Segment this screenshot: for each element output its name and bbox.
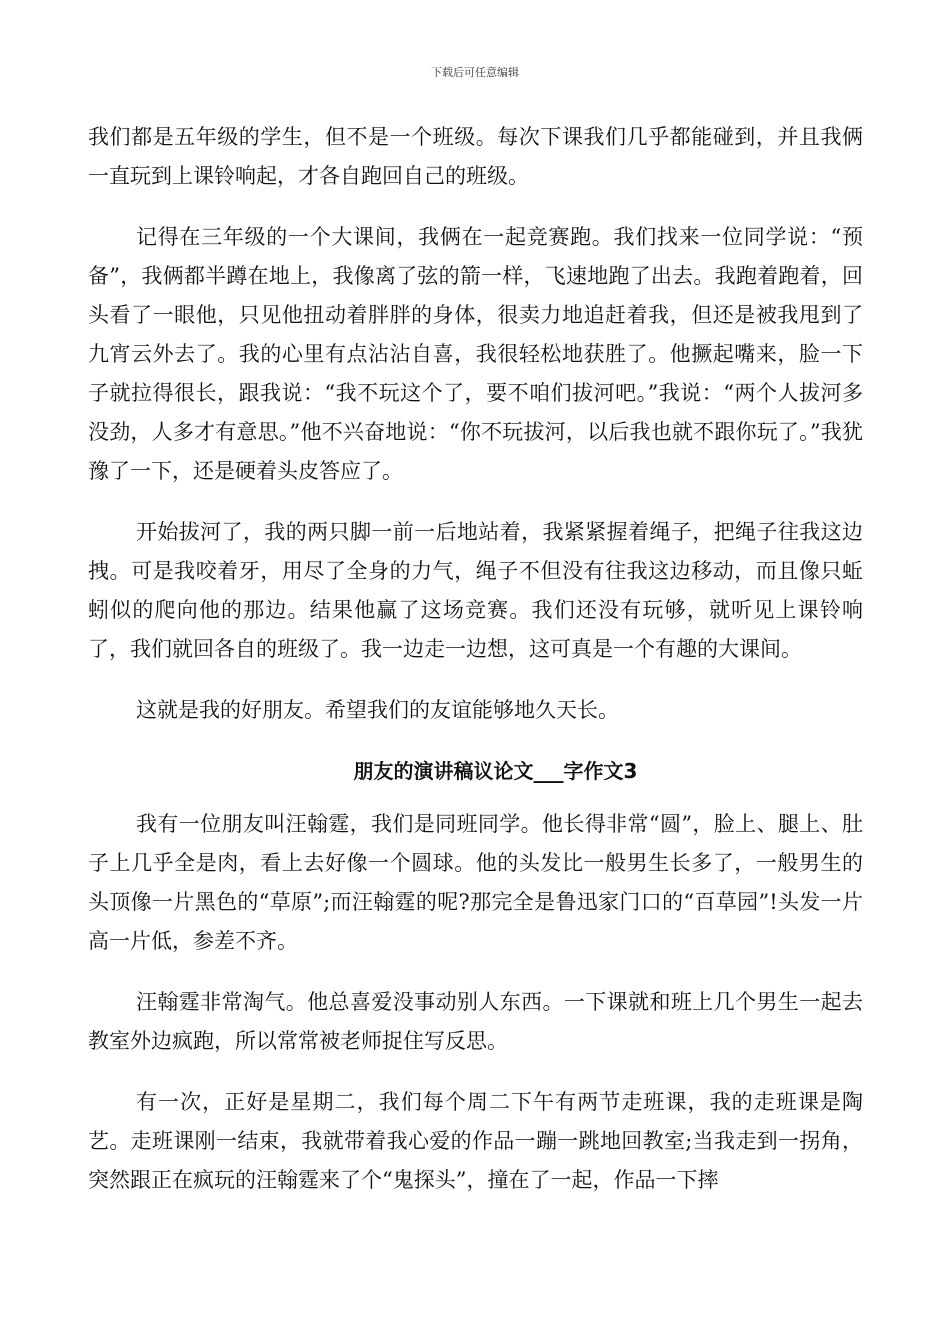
paragraph: 有一次，正好是星期二，我们每个周二下午有两节走班课，我的走班课是陶艺。走班课刚一结束，我就带着我心爱的作品一蹦一跳地回教室;当我走到一拐角，突然跟正在疯玩的汪翰霆来了个“鬼探头”，撞在了一起，作品一下摔 [88, 1090, 863, 1192]
paragraph: 记得在三年级的一个大课间，我俩在一起竞赛跑。我们找来一位同学说：“预备”，我俩都半蹲在地上，我像离了弦的箭一样，飞速地跑了出去。我跑着跑着，回头看了一眼他，只见他扭动着胖胖的身体，很卖力地追赶着我，但还是被我甩到了九宵云外去了。我的心里有点沾沾自喜，我很轻松地获胜了。他撅起嘴来，脸一下子就拉得很长，跟我说：“我不玩这个了，要不咱们拔河吧。”我说：“两个人拔河多没劲，人多才有意思。”他不兴奋地说：“你不玩拔河，以后我也就不跟你玩了。”我犹豫了一下，还是硬着头皮答应了。 [88, 225, 863, 483]
section-title: 朋友的演讲稿议论文___字作文3 [353, 759, 638, 783]
document-body [88, 118, 863, 1200]
page-header: 下载后可任意编辑 [431, 66, 519, 79]
paragraph: 这就是我的好朋友。希望我们的友谊能够地久天长。 [136, 698, 619, 722]
paragraph: 汪翰霆非常淘气。他总喜爱没事动别人东西。一下课就和班上几个男生一起去教室外边疯跑，所以常常被老师捉住写反思。 [88, 990, 863, 1053]
paragraph: 我们都是五年级的学生，但不是一个班级。每次下课我们几乎都能碰到，并且我俩一直玩到上课铃响起，才各自跑回自己的班级。 [88, 125, 863, 188]
paragraph: 开始拔河了，我的两只脚一前一后地站着，我紧紧握着绳子，把绳子往我这边拽。可是我咬着牙，用尽了全身的力气，绳子不但没有往我这边移动，而且像只蚯蚓似的爬向他的那边。结果他赢了这场竞赛。我们还没有玩够，就听见上课铃响了，我们就回各自的班级了。我一边走一边想，这可真是一个有趣的大课间。 [88, 520, 863, 661]
paragraph: 我有一位朋友叫汪翰霆，我们是同班同学。他长得非常“圆”，脸上、腿上、肚子上几乎全是肉，看上去好像一个圆球。他的头发比一般男生长多了，一般男生的头顶像一片黑色的“草原”;而汪翰霆的呢?那完全是鲁迅家门口的“百草园”!头发一片高一片低，参差不齐。 [88, 812, 863, 953]
